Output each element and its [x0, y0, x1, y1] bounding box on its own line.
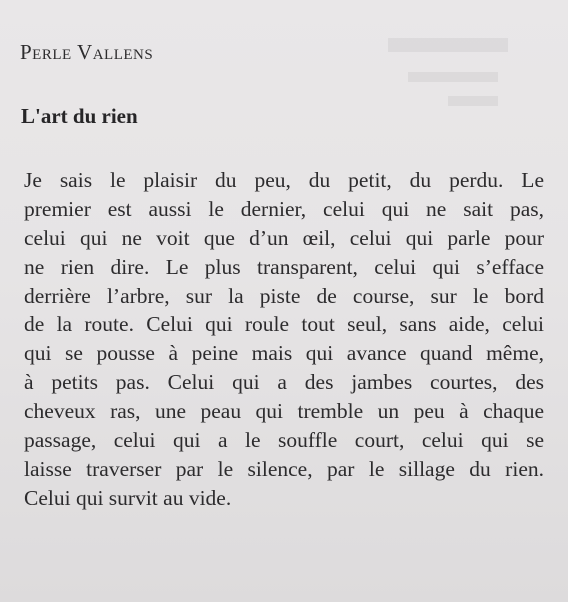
text-line: cheveux ras, une peau qui tremble un peu à chaque: [24, 399, 544, 424]
text-line: Celui qui survit au vide.: [24, 485, 232, 510]
text-line: qui se pousse à peine mais qui avance quand même,: [24, 341, 544, 366]
bleed-through-text: [378, 32, 528, 122]
author-name: Perle Vallens: [20, 40, 154, 64]
poem-body: [24, 166, 544, 513]
text-line: de la route. Celui qui roule tout seul, sans aide, celui: [24, 312, 544, 337]
text-line: celui qui ne voit que d’un œil, celui qui parle pour: [24, 225, 544, 250]
poem-title: L'art du rien: [21, 104, 138, 128]
text-line: ne rien dire. Le plus transparent, celui qui s’efface: [24, 254, 544, 279]
text-line: premier est aussi le dernier, celui qui ne sait pas,: [24, 196, 544, 221]
text-line: derrière l’arbre, sur la piste de course, sur le bord: [24, 283, 544, 308]
text-line: Je sais le plaisir du peu, du petit, du perdu. Le: [24, 168, 544, 192]
text-line: laisse traverser par le silence, par le sillage du rien.: [24, 456, 544, 481]
text-line: passage, celui qui a le souffle court, celui qui se: [24, 428, 544, 453]
text-line: à petits pas. Celui qui a des jambes courtes, des: [24, 370, 544, 395]
